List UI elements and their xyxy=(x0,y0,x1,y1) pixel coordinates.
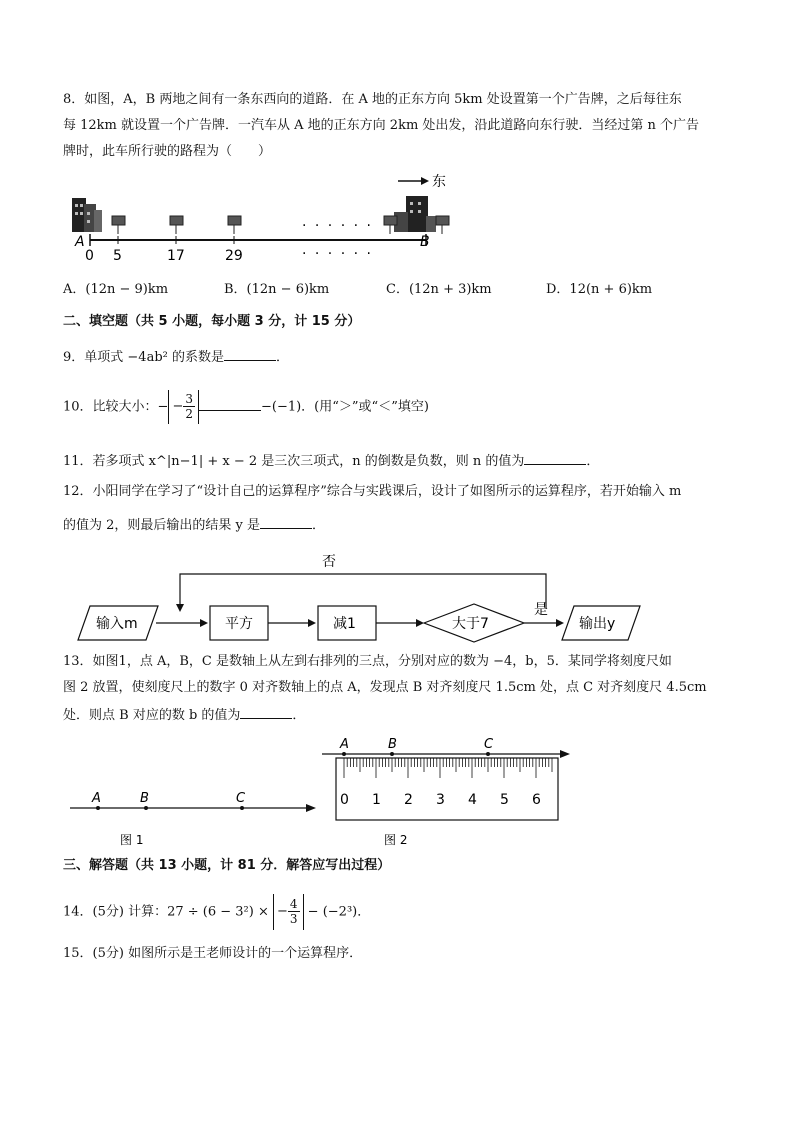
q14-text: 14．(5分) 计算：27 ÷ (6 − 3²) × xyxy=(63,904,273,920)
fig2-b: B xyxy=(388,737,397,752)
label-a: A xyxy=(75,234,85,250)
q9-text: 9．单项式 −4ab² 的系数是 xyxy=(63,350,224,365)
flow-condition: 大于7 xyxy=(452,616,489,632)
billboard-icon xyxy=(436,216,449,234)
q11-end: ． xyxy=(586,454,600,469)
flow-minus1: 减1 xyxy=(333,616,356,632)
billboard-icon xyxy=(170,216,183,234)
billboard-icon xyxy=(228,216,241,234)
flow-output: 输出y xyxy=(579,616,616,632)
fig1-b: B xyxy=(140,791,149,806)
q10-end: −(−1)．(用“＞”或“＜”填空) xyxy=(260,399,429,415)
q10-answer-blank[interactable] xyxy=(199,396,261,411)
dots-lower: · · · · · · xyxy=(302,246,373,262)
fig2-a: A xyxy=(340,737,349,752)
q8-option-a: A．(12n − 9)km xyxy=(63,282,169,297)
fig1-a: A xyxy=(92,791,101,806)
billboard-icon xyxy=(112,216,125,234)
fig1-caption: 图 1 xyxy=(120,833,144,847)
ruler-number: 6 xyxy=(532,792,541,808)
q11-text: 11．若多项式 x^|n−1| + x − 2 是三次三项式，n 的倒数是负数，则 n 的值为 xyxy=(63,454,525,469)
q13-line1: 13．如图1，点 A，B，C 是数轴上从左到右排列的三点，分别对应的数为 −4，b，5．某同学将刻度尺如 xyxy=(63,654,672,669)
ruler-number: 4 xyxy=(468,792,477,808)
section3-title: 三、解答题（共 13 小题，计 81 分．解答应写出过程） xyxy=(63,858,391,873)
direction-label: 东 xyxy=(432,174,446,190)
q10-abs-value: − $\frac{3}{2}$ xyxy=(168,390,199,424)
tick-5: 5 xyxy=(113,248,122,264)
q11 xyxy=(63,450,599,472)
q10-text: 10．比较大小：− xyxy=(63,399,169,415)
q13-line2: 图 2 放置，使刻度尺上的数字 0 对齐数轴上的点 A，发现点 B 对齐刻度尺 1.5cm 处，点 C 对齐刻度尺 4.5cm xyxy=(63,680,707,695)
flow-input: 输入m xyxy=(96,616,138,632)
q14-abs-value: − $\frac{4}{3}$ xyxy=(273,894,304,930)
flow-yes-label: 是 xyxy=(534,602,548,618)
q9-answer-blank[interactable] xyxy=(224,346,276,361)
q13-line3 xyxy=(63,704,305,726)
section2-title: 二、填空题（共 5 小题，每小题 3 分，计 15 分） xyxy=(63,314,361,329)
ruler-number: 5 xyxy=(500,792,509,808)
ruler-number: 2 xyxy=(404,792,413,808)
q12-text: 的值为 2，则最后输出的结果 y 是 xyxy=(63,518,261,533)
q13-end: ． xyxy=(292,708,306,723)
q8-line1: 8．如图，A，B 两地之间有一条东西向的道路．在 A 地的正东方向 5km 处设置第一个广告牌，之后每往东 xyxy=(63,92,682,107)
flow-no-label: 否 xyxy=(322,554,336,570)
q14-end: − (−2³)． xyxy=(303,904,371,920)
flow-square: 平方 xyxy=(225,616,253,632)
building-a-icon xyxy=(72,198,102,232)
q13-answer-blank[interactable] xyxy=(240,704,292,719)
q8-line2: 每 12km 就设置一个广告牌．一汽车从 A 地的正东方向 2km 处出发，沿此道路向东行驶．当经过第 n 个广告 xyxy=(63,118,700,133)
fig1-c: C xyxy=(236,791,246,806)
q12-line1: 12．小阳同学在学习了“设计自己的运算程序”综合与实践课后，设计了如图所示的运算程序，若开始输入 m xyxy=(63,484,682,499)
q11-answer-blank[interactable] xyxy=(524,450,586,465)
label-b: B xyxy=(420,234,430,250)
q12-answer-blank[interactable] xyxy=(260,514,312,529)
q12-line2 xyxy=(63,514,325,536)
q15: 15．(5分) 如图所示是王老师设计的一个运算程序． xyxy=(63,946,363,961)
q9 xyxy=(63,346,289,368)
q8-line3: 牌时，此车所行驶的路程为（ ） xyxy=(63,144,272,159)
q8-option-c: C．(12n + 3)km xyxy=(386,282,492,297)
tick-29: 29 xyxy=(225,248,243,264)
fig2-caption: 图 2 xyxy=(384,833,408,847)
tick-17: 17 xyxy=(167,248,185,264)
dots-upper: · · · · · · xyxy=(302,218,373,234)
q14 xyxy=(63,894,370,931)
q13-figure xyxy=(60,728,580,852)
q12-flowchart xyxy=(72,548,652,648)
q10 xyxy=(63,390,429,425)
building-b-icon xyxy=(394,196,436,232)
ruler-number: 1 xyxy=(372,792,381,808)
q12-end: ． xyxy=(312,518,326,533)
ruler-number: 3 xyxy=(436,792,445,808)
tick-0: 0 xyxy=(85,248,94,264)
q8-option-d: D．12(n + 6)km xyxy=(546,282,653,297)
ruler-number: 0 xyxy=(340,792,349,808)
fig2-c: C xyxy=(484,737,494,752)
q8-road-figure xyxy=(66,168,456,268)
q8-option-b: B．(12n − 6)km xyxy=(224,282,330,297)
q13-text: 处．则点 B 对应的数 b 的值为 xyxy=(63,708,241,723)
q9-end: ． xyxy=(275,350,289,365)
